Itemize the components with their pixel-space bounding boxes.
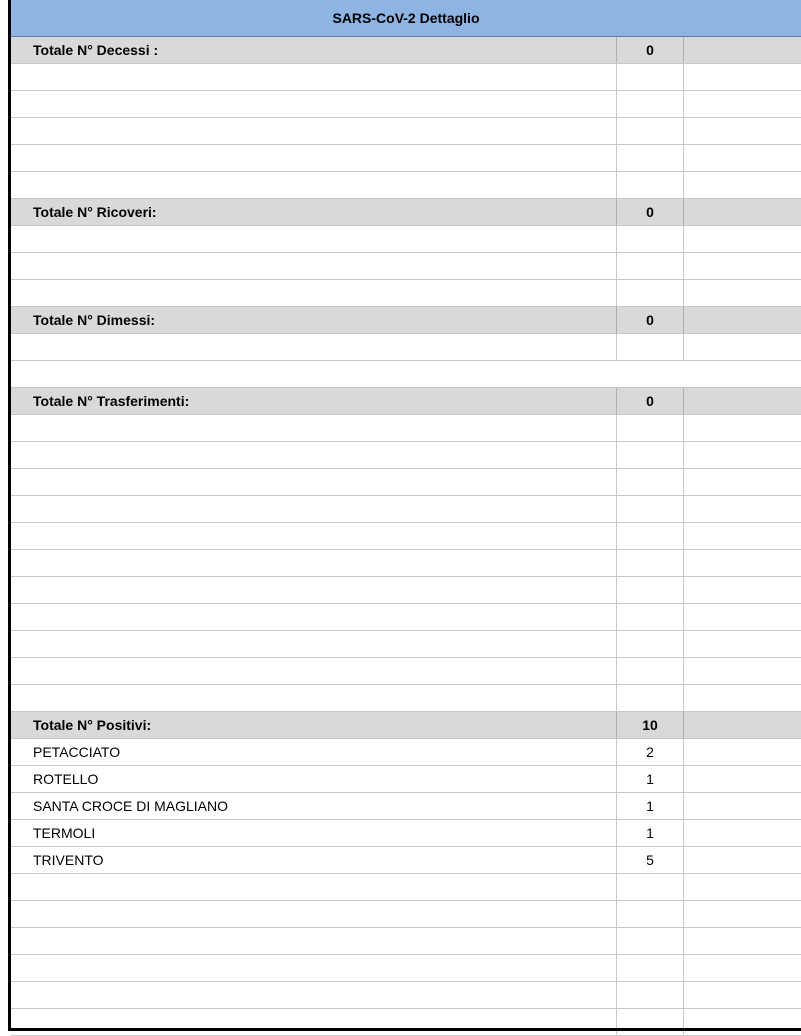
section-extra-cell [683, 388, 801, 414]
table-row [11, 415, 801, 442]
table-row [11, 901, 801, 928]
table-row [11, 658, 801, 685]
table-row [11, 172, 801, 199]
empty-label-cell [11, 928, 616, 954]
empty-label-cell [11, 550, 616, 576]
municipality-count: 2 [616, 739, 683, 765]
empty-value-cell [616, 253, 683, 279]
table-row [11, 280, 801, 307]
empty-value-cell [616, 91, 683, 117]
table-row [11, 145, 801, 172]
table-row [11, 253, 801, 280]
section-label: Totale N° Dimessi: [33, 312, 156, 328]
empty-label-cell [11, 631, 616, 657]
empty-value-cell [616, 874, 683, 900]
table-row [11, 739, 801, 766]
empty-label-cell [11, 955, 616, 981]
municipality-name: SANTA CROCE DI MAGLIANO [33, 798, 228, 814]
table-row [11, 577, 801, 604]
empty-label-cell [11, 334, 616, 360]
municipality-count: 5 [616, 847, 683, 873]
municipality-name: PETACCIATO [33, 744, 121, 760]
empty-extra-cell [683, 658, 801, 684]
municipality-name: TERMOLI [33, 825, 96, 841]
table-row [11, 469, 801, 496]
table-row [11, 793, 801, 820]
section-total: 0 [616, 307, 683, 333]
empty-extra-cell [683, 91, 801, 117]
table-row [11, 874, 801, 901]
extra-cell [683, 820, 801, 846]
sheet-title: SARS-CoV-2 Dettaglio [11, 0, 801, 37]
empty-value-cell [616, 658, 683, 684]
section-total: 0 [616, 37, 683, 63]
section-label: Totale N° Ricoveri: [33, 204, 157, 220]
sheet-bottom-border [8, 1028, 801, 1031]
empty-value-cell [616, 64, 683, 90]
empty-value-cell [616, 334, 683, 360]
empty-label-cell [11, 577, 616, 603]
table-row [11, 496, 801, 523]
empty-extra-cell [683, 118, 801, 144]
extra-cell [683, 739, 801, 765]
empty-label-cell [11, 874, 616, 900]
empty-extra-cell [683, 631, 801, 657]
extra-cell [683, 766, 801, 792]
empty-value-cell [616, 145, 683, 171]
municipality-count: 1 [616, 820, 683, 846]
table-row [11, 847, 801, 874]
empty-extra-cell [683, 523, 801, 549]
empty-label-cell [11, 685, 616, 711]
empty-label-cell [11, 280, 616, 306]
municipality-name: ROTELLO [33, 771, 99, 787]
empty-value-cell [616, 631, 683, 657]
empty-value-cell [616, 415, 683, 441]
empty-value-cell [616, 118, 683, 144]
section-header-decessi [11, 37, 801, 64]
empty-extra-cell [683, 415, 801, 441]
table-row [11, 550, 801, 577]
section-extra-cell [683, 307, 801, 333]
municipality-count: 1 [616, 766, 683, 792]
empty-value-cell [616, 280, 683, 306]
empty-value-cell [616, 982, 683, 1008]
empty-extra-cell [683, 901, 801, 927]
table-row [11, 523, 801, 550]
section-header-dimessi [11, 307, 801, 334]
empty-extra-cell [683, 496, 801, 522]
empty-value-cell [616, 901, 683, 927]
section-total: 10 [616, 712, 683, 738]
municipality-count: 1 [616, 793, 683, 819]
section-total: 0 [616, 388, 683, 414]
empty-extra-cell [683, 334, 801, 360]
empty-label-cell [11, 604, 616, 630]
empty-label-cell [11, 523, 616, 549]
section-extra-cell [683, 199, 801, 225]
empty-value-cell [616, 928, 683, 954]
spacer-row [11, 361, 801, 388]
table-row [11, 1009, 801, 1036]
empty-extra-cell [683, 442, 801, 468]
empty-label-cell [11, 658, 616, 684]
empty-value-cell [616, 442, 683, 468]
table-row [11, 685, 801, 712]
empty-value-cell [616, 685, 683, 711]
section-header-trasferimenti [11, 388, 801, 415]
table-row [11, 631, 801, 658]
empty-extra-cell [683, 145, 801, 171]
table-row [11, 820, 801, 847]
empty-label-cell [11, 442, 616, 468]
section-extra-cell [683, 37, 801, 63]
section-label: Totale N° Positivi: [33, 717, 152, 733]
empty-value-cell [616, 172, 683, 198]
empty-extra-cell [683, 1009, 801, 1035]
empty-extra-cell [683, 253, 801, 279]
table-row [11, 118, 801, 145]
extra-cell [683, 793, 801, 819]
empty-label-cell [11, 91, 616, 117]
empty-extra-cell [683, 577, 801, 603]
empty-value-cell [616, 226, 683, 252]
table-row [11, 334, 801, 361]
empty-value-cell [616, 604, 683, 630]
empty-value-cell [616, 550, 683, 576]
empty-value-cell [616, 1009, 683, 1035]
empty-extra-cell [683, 604, 801, 630]
table-row [11, 91, 801, 118]
section-total: 0 [616, 199, 683, 225]
empty-label-cell [11, 226, 616, 252]
empty-value-cell [616, 469, 683, 495]
empty-label-cell [11, 253, 616, 279]
empty-label-cell [11, 172, 616, 198]
empty-label-cell [11, 1009, 616, 1035]
empty-extra-cell [683, 685, 801, 711]
empty-label-cell [11, 982, 616, 1008]
table-row [11, 226, 801, 253]
table-row [11, 955, 801, 982]
empty-extra-cell [683, 172, 801, 198]
empty-label-cell [11, 469, 616, 495]
empty-label-cell [11, 145, 616, 171]
empty-extra-cell [683, 280, 801, 306]
empty-label-cell [11, 415, 616, 441]
empty-value-cell [616, 523, 683, 549]
table-row [11, 928, 801, 955]
empty-label-cell [11, 901, 616, 927]
table-row [11, 982, 801, 1009]
empty-value-cell [616, 955, 683, 981]
empty-extra-cell [683, 64, 801, 90]
empty-extra-cell [683, 928, 801, 954]
empty-extra-cell [683, 982, 801, 1008]
empty-value-cell [616, 496, 683, 522]
table-row [11, 766, 801, 793]
table-row [11, 604, 801, 631]
table-row [11, 442, 801, 469]
section-header-ricoveri [11, 199, 801, 226]
empty-extra-cell [683, 955, 801, 981]
municipality-name: TRIVENTO [33, 852, 104, 868]
empty-value-cell [616, 577, 683, 603]
empty-extra-cell [683, 226, 801, 252]
section-label: Totale N° Trasferimenti: [33, 393, 190, 409]
empty-label-cell [11, 118, 616, 144]
empty-extra-cell [683, 874, 801, 900]
section-extra-cell [683, 712, 801, 738]
empty-extra-cell [683, 550, 801, 576]
empty-extra-cell [683, 469, 801, 495]
section-header-positivi [11, 712, 801, 739]
empty-label-cell [11, 496, 616, 522]
section-label: Totale N° Decessi : [33, 42, 159, 58]
extra-cell [683, 847, 801, 873]
empty-label-cell [11, 64, 616, 90]
table-row [11, 64, 801, 91]
